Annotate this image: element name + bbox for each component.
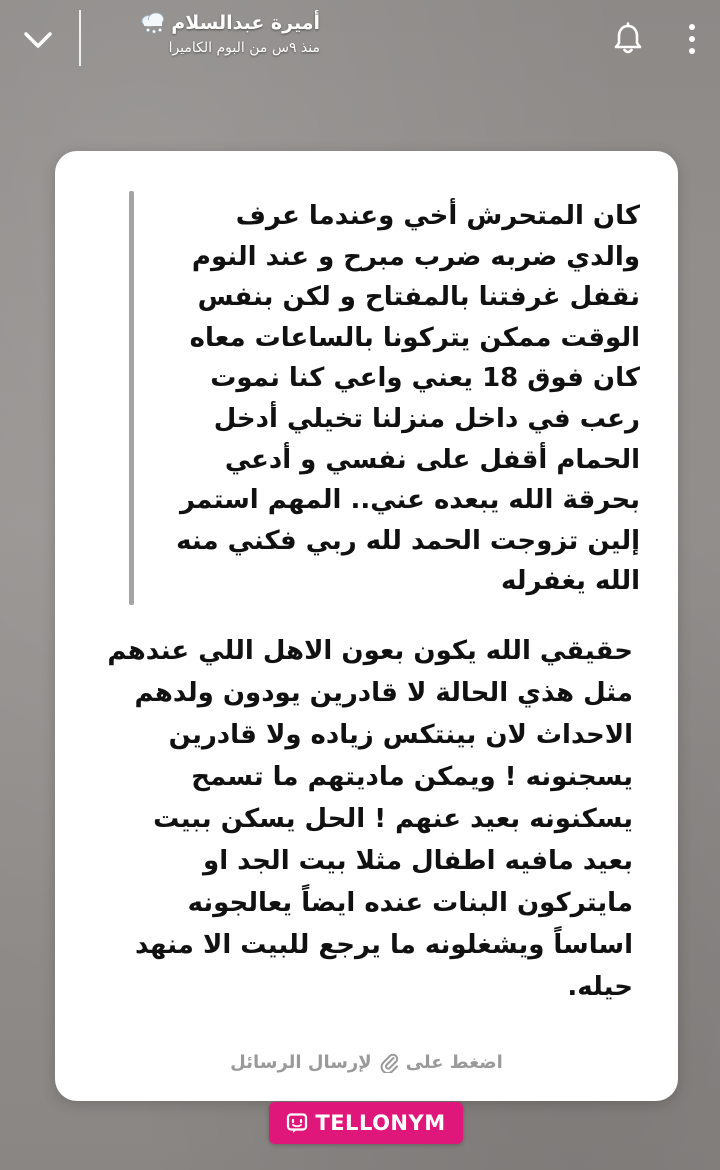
bell-icon[interactable] — [612, 22, 644, 56]
story-subtitle: منذ ٩س من البوم الكاميرا — [168, 40, 320, 56]
cloud-snow-icon — [139, 12, 167, 34]
more-vertical-icon[interactable] — [686, 22, 698, 58]
paperclip-icon — [378, 1051, 400, 1073]
chevron-down-icon[interactable] — [22, 26, 54, 54]
story-author[interactable] — [139, 8, 320, 56]
reply-hint-before: اضغط على — [405, 1051, 503, 1073]
story-header — [0, 0, 720, 80]
quote-bar — [129, 191, 134, 605]
answer-message: حقيقي الله يكون بعون الاهل اللي عندهم مثل هذي الحالة لا قادرين يودون ولدهم الاحداث لان بينتكس زياده ولا قادرين يسجنونه ! ويمكن ماديتهم ما تسمح يسكنونه بعيد عنهم ! الحل يسكن ببيت بعيد مافيه اطفال مثلا بيت الجد او مايتركون البنات عنده ايضاً يعالجونه اساساً ويشغلونه ما يرجع للبيت الا منهد حيله. — [107, 636, 633, 1002]
quoted-message: كان المتحرش أخي وعندما عرف والدي ضربه ضرب مبرح و عند النوم نقفل غرفتنا بالمفتاح و لكن بنفس الوقت ممكن يتركونا بالساعات معاه كان فوق 18 يعني واعي كنا نموت رعب في داخل منزلنا تخيلي أدخل الحمام أقفل على نفسي و أدعي بحرقة الله يبعده عني.. المهم استمر إلين تزوجت الحمد لله ربي فكني منه الله يغفرله — [176, 201, 640, 597]
brand-label: TELLONYM — [315, 1111, 446, 1135]
reply-hint-after: لإرسال الرسائل — [230, 1051, 372, 1073]
message-card — [55, 151, 678, 1101]
tellonym-badge[interactable] — [269, 1102, 463, 1144]
author-name[interactable]: أميرة عبدالسلام — [171, 12, 320, 34]
tellonym-logo-icon — [286, 1112, 308, 1134]
header-divider — [79, 10, 81, 66]
reply-hint[interactable] — [55, 1051, 678, 1073]
